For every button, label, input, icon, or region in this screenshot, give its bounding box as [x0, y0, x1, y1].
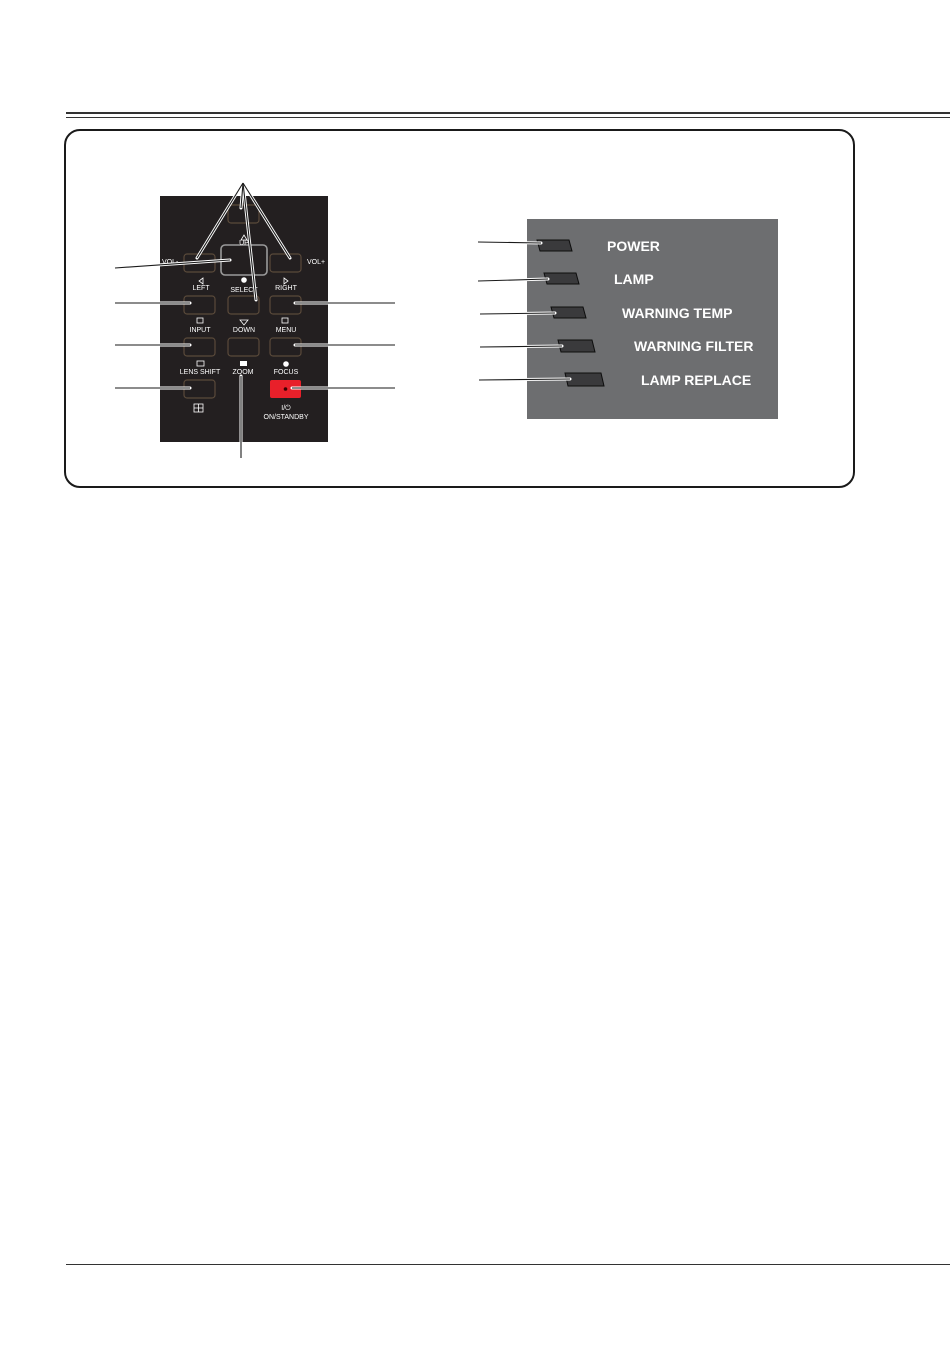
- power-lamp-icon: [537, 240, 572, 251]
- up-label: UP: [239, 240, 249, 247]
- control-panel-body: [160, 196, 328, 442]
- indicator-label-warning-temp: WARNING TEMP: [622, 305, 733, 321]
- indicator-label-lamp: LAMP: [614, 271, 654, 287]
- zoom-label: ZOOM: [232, 369, 254, 376]
- power-symbol-label: I/⏻: [281, 405, 291, 412]
- vol-minus-label: VOL-: [162, 259, 179, 266]
- select-icon: [241, 277, 247, 283]
- indicator-label-lamp-replace: LAMP REPLACE: [641, 372, 752, 388]
- control-panel: [115, 183, 395, 458]
- input-label: INPUT: [189, 327, 211, 334]
- left-label: LEFT: [192, 285, 210, 292]
- indicator-panel: [478, 219, 778, 419]
- footer-rule: [66, 1264, 950, 1265]
- indicator-label-warning-filter: WARNING FILTER: [634, 338, 754, 354]
- warning-filter-lamp-icon: [558, 340, 595, 352]
- power-key-dot: [284, 387, 288, 391]
- on-standby-label: ON/STANDBY: [263, 414, 309, 421]
- vol-plus-label: VOL+: [307, 259, 326, 266]
- focus-icon: [283, 361, 289, 367]
- menu-label: MENU: [275, 327, 297, 334]
- down-label: DOWN: [232, 327, 256, 334]
- focus-label: FOCUS: [273, 369, 299, 376]
- indicator-label-power: POWER: [607, 238, 660, 254]
- lens-shift-label: LENS SHIFT: [179, 369, 221, 376]
- right-label: RIGHT: [275, 285, 297, 292]
- zoom-icon: [240, 361, 247, 366]
- select-label: SELECT: [230, 287, 258, 294]
